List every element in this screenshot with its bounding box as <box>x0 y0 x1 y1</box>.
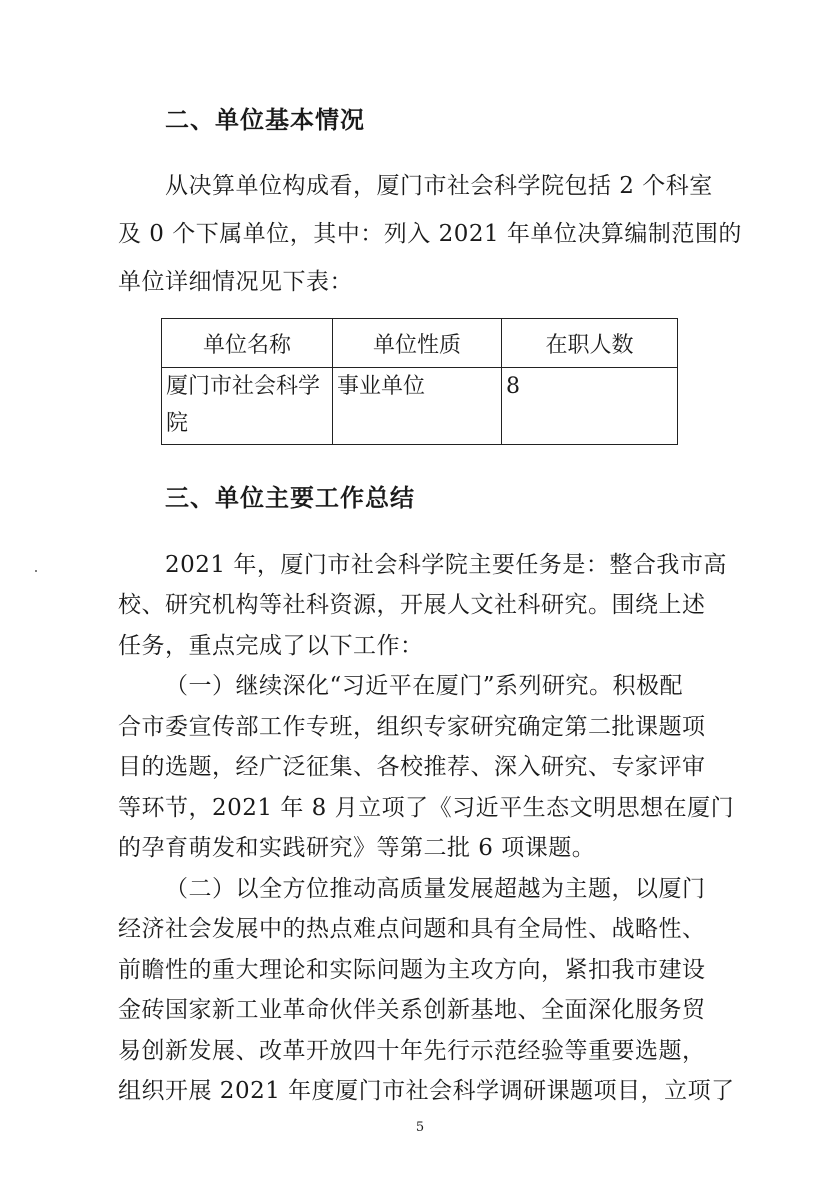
paragraph-line: 金砖国家新工业革命伙伴关系创新基地、全面深化服务贸 <box>118 997 706 1023</box>
table-row <box>162 368 678 445</box>
paragraph-line: 校、研究机构等社科资源，开展人文社科研究。围绕上述 <box>118 592 706 618</box>
table-cell-staff-count: 8 <box>502 368 678 445</box>
paragraph-line: （二）以全方位推动高质量发展超越为主题，以厦门 <box>165 876 706 902</box>
paragraph-line: （一）继续深化“习近平在厦门”系列研究。积极配 <box>165 673 684 699</box>
paragraph-line: 从决算单位构成看，厦门市社会科学院包括 2 个科室 <box>165 173 713 199</box>
table-header-staff-count: 在职人数 <box>502 319 678 368</box>
table-cell-unit-name: 厦门市社会科学院 <box>162 368 333 445</box>
section-heading-unit-basics: 二、单位基本情况 <box>165 106 365 134</box>
paragraph-line: 组织开展 2021 年度厦门市社会科学调研课题项目，立项了 <box>118 1078 735 1104</box>
paragraph-line: 目的选题，经广泛征集、各校推荐、深入研究、专家评审 <box>118 754 706 780</box>
paragraph-line: 前瞻性的重大理论和实际问题为主攻方向，紧扣我市建设 <box>118 957 706 983</box>
scan-speck <box>35 570 37 572</box>
paragraph-line: 的孕育萌发和实践研究》等第二批 6 项课题。 <box>118 835 596 861</box>
paragraph-line: 单位详细情况见下表： <box>118 269 353 295</box>
paragraph-line: 及 0 个下属单位，其中：列入 2021 年单位决算编制范围的 <box>118 221 742 247</box>
paragraph-line: 经济社会发展中的热点难点问题和具有全局性、战略性、 <box>118 916 706 942</box>
unit-details-table <box>161 318 678 445</box>
paragraph-line: 2021 年，厦门市社会科学院主要任务是：整合我市高 <box>165 552 727 578</box>
paragraph-line: 合市委宣传部工作专班，组织专家研究确定第二批课题项 <box>118 714 706 740</box>
paragraph-line: 任务，重点完成了以下工作： <box>118 633 424 659</box>
page-number: 5 <box>415 1120 425 1135</box>
section-heading-work-summary: 三、单位主要工作总结 <box>165 484 415 512</box>
table-header-row <box>162 319 678 368</box>
table-header-unit-name: 单位名称 <box>162 319 333 368</box>
paragraph-line: 等环节，2021 年 8 月立项了《习近平生态文明思想在厦门 <box>118 795 735 821</box>
table-cell-unit-nature: 事业单位 <box>333 368 502 445</box>
paragraph-line: 易创新发展、改革开放四十年先行示范经验等重要选题， <box>118 1038 706 1064</box>
table-header-unit-nature: 单位性质 <box>333 319 502 368</box>
